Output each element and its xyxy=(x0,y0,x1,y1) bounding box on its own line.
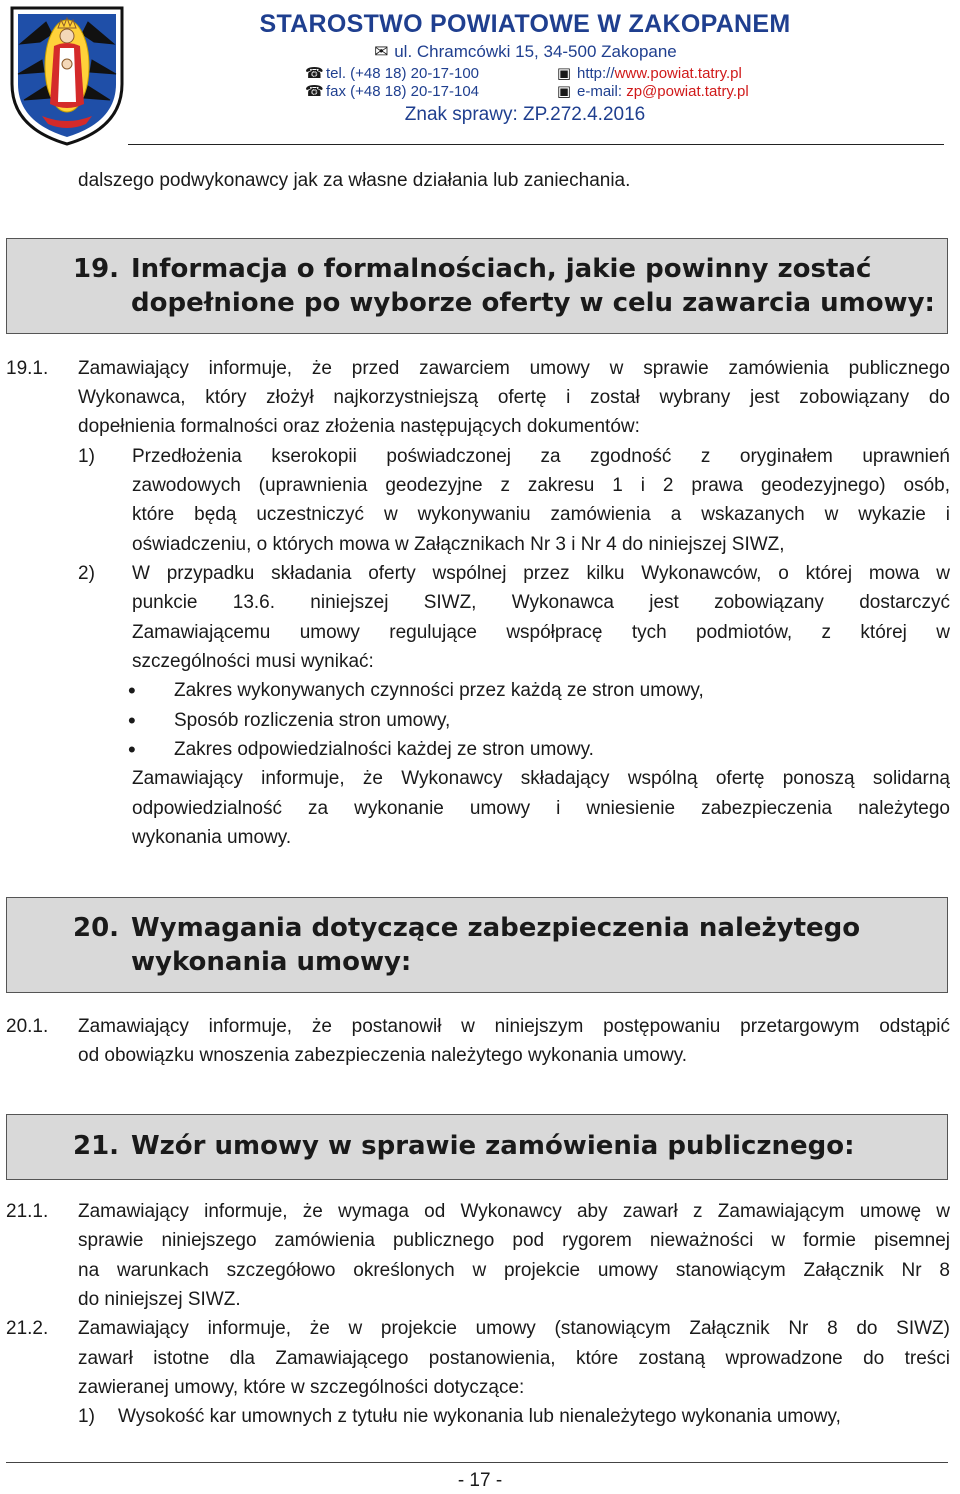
email-link[interactable]: zp@powiat.tatry.pl xyxy=(626,83,749,100)
list-item-line: Wysokość kar umownych z tytułu nie wykonania lub nienależytego wykonania umowy, xyxy=(118,1406,841,1427)
intro-line: dalszego podwykonawcy jak za własne działania lub zaniechania. xyxy=(78,170,631,191)
paragraph-number: 20.1. xyxy=(6,1016,49,1037)
paragraph-number: 19.1. xyxy=(6,358,49,379)
computer-icon: ▣ xyxy=(556,65,572,82)
envelope-icon: ✉ xyxy=(374,42,389,61)
section-21-title: Wzór umowy w sprawie zamówienia publicznego: xyxy=(131,1131,855,1161)
website-prefix: http:// xyxy=(577,65,615,82)
list-item-line: oświadczeniu, o których mowa w Załącznikach Nr 3 i Nr 4 do niniejszej SIWZ, xyxy=(132,534,785,555)
fax-line xyxy=(305,82,479,100)
organization-name: STAROSTWO POWIATOWE W ZAKOPANEM xyxy=(259,10,791,38)
closing-line: odpowiedzialność za wykonanie umowy i wniesienie zabezpieczenia należytego xyxy=(132,798,950,819)
list-item-line: Zamawiającemu umowy regulujące współpracę tych podmiotów, z której w xyxy=(132,622,950,643)
case-sign: Znak sprawy: ZP.272.4.2016 xyxy=(404,104,646,125)
list-number: 2) xyxy=(78,563,95,584)
paragraph-line: Wykonawca, który złożył najkorzystniejszą ofertę i został wybrany jest zobowiązany do xyxy=(78,387,950,408)
bullet-icon: • xyxy=(128,678,136,703)
list-number: 1) xyxy=(78,1406,95,1427)
section-19-header xyxy=(6,238,948,334)
page-number: - 17 - xyxy=(457,1470,503,1491)
paragraph-line: od obowiązku wnoszenia zabezpieczenia należytego wykonania umowy. xyxy=(78,1045,688,1066)
list-item-line: szczególności musi wynikać: xyxy=(132,651,374,672)
phone-icon: ☎ xyxy=(305,83,324,100)
footer-divider xyxy=(6,1462,948,1463)
email-prefix: e-mail: xyxy=(577,83,627,100)
paragraph-line: do niniejszej SIWZ. xyxy=(78,1289,241,1310)
section-20-header xyxy=(6,897,948,993)
list-item-line: Przedłożenia kserokopii poświadczonej za zgodność z oryginałem uprawnień xyxy=(132,446,950,467)
closing-line: Zamawiający informuje, że Wykonawcy składający wspólną ofertę ponoszą solidarną xyxy=(132,768,950,789)
paragraph-line: zawarł istotne dla Zamawiającego postanowienia, które zostaną wprowadzone do treści xyxy=(78,1348,950,1369)
section-20-number: 20. xyxy=(73,913,120,943)
bullet-icon: • xyxy=(128,708,136,733)
list-number: 1) xyxy=(78,446,95,467)
paragraph-number: 21.1. xyxy=(6,1201,49,1222)
paragraph-line: sprawie niniejszego zamówienia publicznego pod rygorem nieważności w formie pisemnej xyxy=(78,1230,950,1251)
section-19-title-line1: Informacja o formalnościach, jakie powinny zostać xyxy=(131,254,872,284)
closing-line: wykonania umowy. xyxy=(132,827,292,848)
email-line xyxy=(556,82,749,100)
paragraph-line: Zamawiający informuje, że wymaga od Wykonawcy aby zawarł z Zamawiającym umowę w xyxy=(78,1201,950,1222)
section-20-title-line1: Wymagania dotyczące zabezpieczenia należytego xyxy=(131,913,861,943)
paragraph-line: Zamawiający informuje, że w projekcie umowy (stanowiącym Załącznik Nr 8 do SIWZ) xyxy=(78,1318,950,1339)
section-19-title-line2: dopełnione po wyborze oferty w celu zawarcia umowy: xyxy=(131,288,935,318)
paragraph-line: na warunkach szczegółowo określonych w projekcie umowy stanowiącym Załącznik Nr 8 xyxy=(78,1260,950,1281)
list-item-line: punkcie 13.6. niniejszej SIWZ, Wykonawca jest zobowiązany dostarczyć xyxy=(132,592,950,613)
paragraph-line: zawieranej umowy, które w szczególności dotyczące: xyxy=(78,1377,525,1398)
phone-line xyxy=(305,64,479,82)
section-20-title-line2: wykonania umowy: xyxy=(131,947,412,977)
section-21-header xyxy=(6,1114,948,1180)
website-line xyxy=(556,64,742,82)
bullet-item: Zakres wykonywanych czynności przez każdą ze stron umowy, xyxy=(174,680,704,701)
computer-icon: ▣ xyxy=(556,83,572,100)
address xyxy=(210,42,840,62)
section-19-number: 19. xyxy=(73,254,120,284)
section-21-number: 21. xyxy=(73,1131,120,1161)
paragraph-line: Zamawiający informuje, że przed zawarciem umowy w sprawie zamówienia publicznego xyxy=(78,358,950,379)
header-divider xyxy=(128,144,944,145)
coat-of-arms-logo xyxy=(6,4,128,146)
list-item-line: które będą uczestniczyć w wykonywaniu zamówienia a wskazanych w wykazie i xyxy=(132,504,950,525)
bullet-item: Zakres odpowiedzialności każdej ze stron umowy. xyxy=(174,739,594,760)
address-text: ul. Chramcówki 15, 34-500 Zakopane xyxy=(394,42,677,61)
paragraph-line: Zamawiający informuje, że postanowił w niniejszym postępowaniu przetargowym odstąpić xyxy=(78,1016,950,1037)
phone-text: tel. (+48 18) 20-17-100 xyxy=(326,65,480,82)
website-link[interactable]: www.powiat.tatry.pl xyxy=(614,65,742,82)
paragraph-line: dopełnienia formalności oraz złożenia następujących dokumentów: xyxy=(78,416,640,437)
bullet-item: Sposób rozliczenia stron umowy, xyxy=(174,710,451,731)
list-item-line: W przypadku składania oferty wspólnej przez kilku Wykonawców, o której mowa w xyxy=(132,563,950,584)
list-item-line: zawodowych (uprawnienia geodezyjne z zakresu 1 i 2 prawa geodezyjnego) osób, xyxy=(132,475,950,496)
bullet-icon: • xyxy=(128,737,136,762)
fax-text: fax (+48 18) 20-17-104 xyxy=(326,83,480,100)
paragraph-number: 21.2. xyxy=(6,1318,49,1339)
phone-icon: ☎ xyxy=(305,65,324,82)
